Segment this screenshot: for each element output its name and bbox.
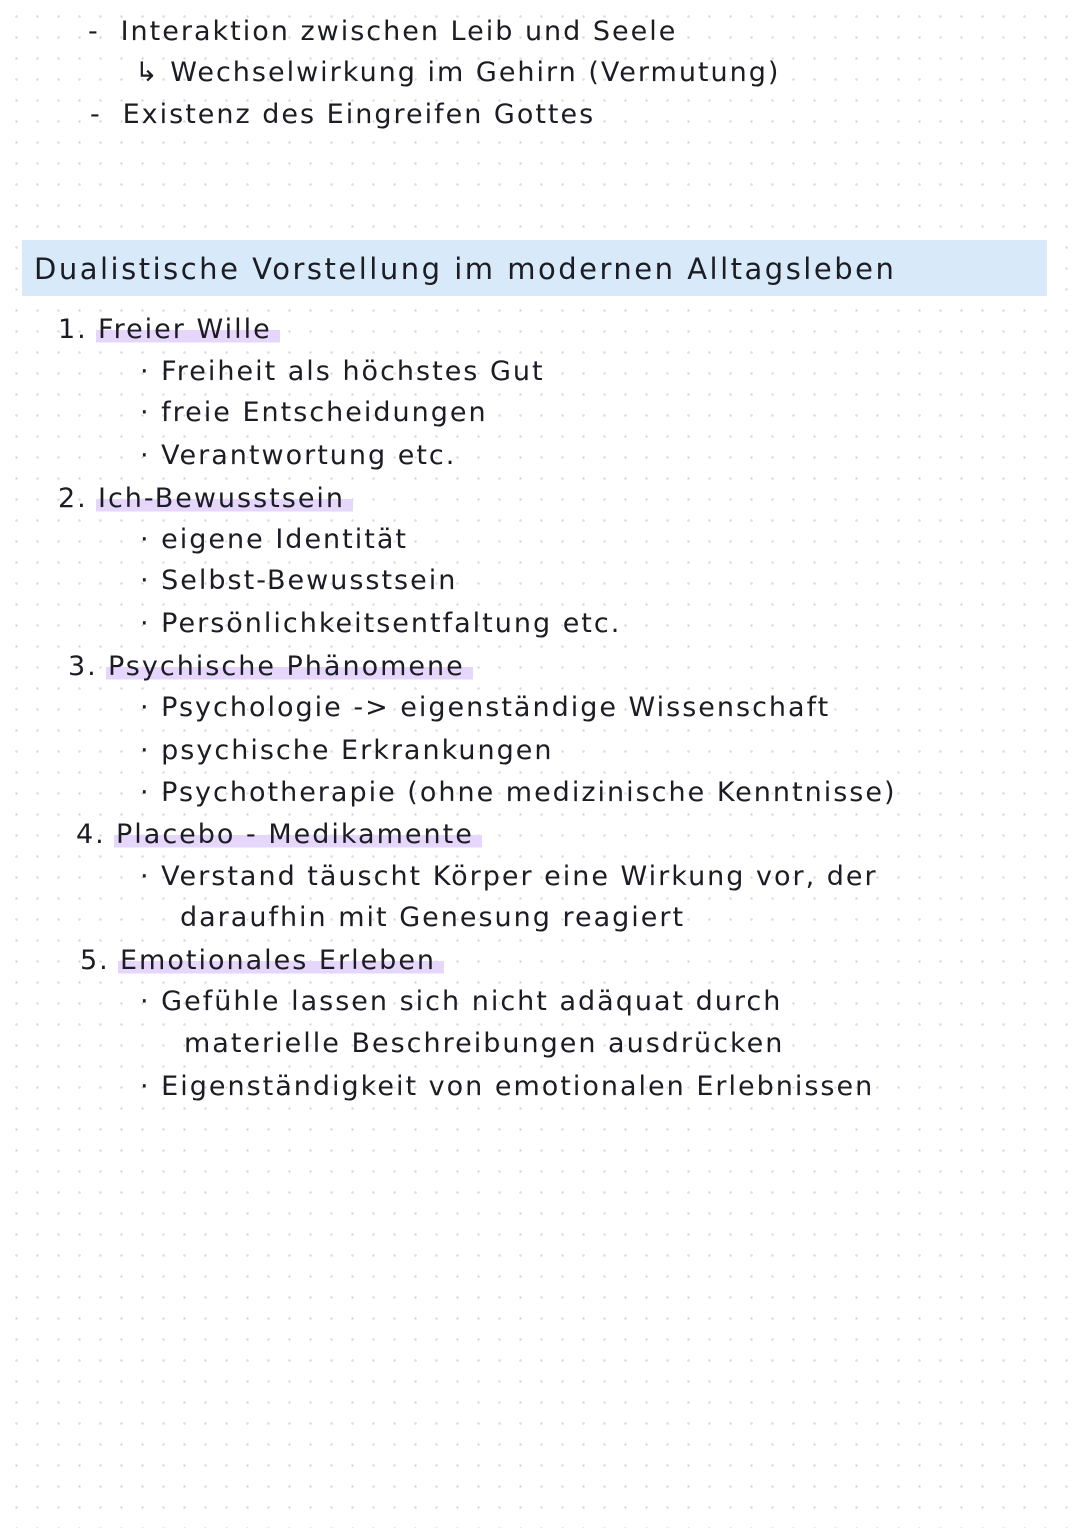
list-item-text: Gefühle lassen sich nicht adäquat durch: [161, 986, 783, 1017]
section-title: Psychische Phänomene: [106, 651, 473, 682]
list-item-text: Freiheit als höchstes Gut: [161, 356, 545, 387]
intro-line: [135, 55, 780, 91]
list-item: · Psychotherapie (ohne medizinische Kenntnisse): [140, 777, 897, 808]
list-item: · Verstand täuscht Körper eine Wirkung vor, der: [140, 861, 878, 892]
section-title: Emotionales Erleben: [118, 945, 444, 976]
list-item: · Verantwortung etc.: [140, 440, 457, 471]
section-title: Ich-Bewusstsein: [96, 483, 353, 514]
list-item-text: Psychologie -> eigenständige Wissenschaft: [161, 692, 831, 723]
intro-text: Interaktion zwischen Leib und Seele: [120, 16, 678, 47]
section-number: 1.: [58, 314, 88, 345]
dash-marker: -: [90, 99, 102, 130]
list-item: · freie Entscheidungen: [140, 397, 488, 428]
list-item-text: materielle Beschreibungen ausdrücken: [184, 1028, 785, 1059]
section-title: Freier Wille: [96, 314, 280, 345]
list-item-continued: [184, 1026, 784, 1062]
page-title: Dualistische Vorstellung im modernen Alltagsleben: [34, 252, 897, 286]
arrow-return-icon: ↳: [135, 57, 160, 88]
list-item: · eigene Identität: [140, 524, 408, 555]
intro-text: Wechselwirkung im Gehirn (Vermutung): [170, 57, 781, 88]
list-item-text: Verantwortung etc.: [161, 440, 457, 471]
section-title: Placebo - Medikamente: [114, 819, 482, 850]
section-heading: [68, 649, 473, 685]
list-item-text: eigene Identität: [161, 524, 408, 555]
section-number: 5.: [80, 945, 110, 976]
section-heading: [58, 481, 353, 517]
list-item: · Gefühle lassen sich nicht adäquat durch: [140, 986, 783, 1017]
list-item-text: psychische Erkrankungen: [161, 735, 554, 766]
list-item-text: Persönlichkeitsentfaltung etc.: [161, 608, 622, 639]
list-item-text: freie Entscheidungen: [161, 397, 488, 428]
list-item-text: Eigenständigkeit von emotionalen Erlebnissen: [161, 1071, 875, 1102]
section-number: 4.: [76, 819, 106, 850]
list-item: · psychische Erkrankungen: [140, 735, 554, 766]
list-item-text: Psychotherapie (ohne medizinische Kenntnisse): [161, 777, 897, 808]
list-item-text: daraufhin mit Genesung reagiert: [180, 902, 686, 933]
intro-text: Existenz des Eingreifen Gottes: [122, 99, 596, 130]
list-item-text: Selbst-Bewusstsein: [161, 565, 458, 596]
list-item: · Psychologie -> eigenständige Wissenschaft: [140, 692, 831, 723]
list-item: · Freiheit als höchstes Gut: [140, 356, 545, 387]
section-heading: [58, 312, 280, 348]
list-item: · Selbst-Bewusstsein: [140, 565, 458, 596]
intro-line: [90, 97, 595, 133]
list-item: · Eigenständigkeit von emotionalen Erlebnissen: [140, 1071, 875, 1102]
section-number: 3.: [68, 651, 98, 682]
intro-line: [88, 14, 677, 50]
section-heading: [76, 817, 482, 853]
section-heading: [80, 943, 444, 979]
list-item-text: Verstand täuscht Körper eine Wirkung vor, der: [161, 861, 878, 892]
section-number: 2.: [58, 483, 88, 514]
list-item: · Persönlichkeitsentfaltung etc.: [140, 608, 622, 639]
dash-marker: -: [88, 16, 100, 47]
list-item-continued: [180, 900, 685, 936]
